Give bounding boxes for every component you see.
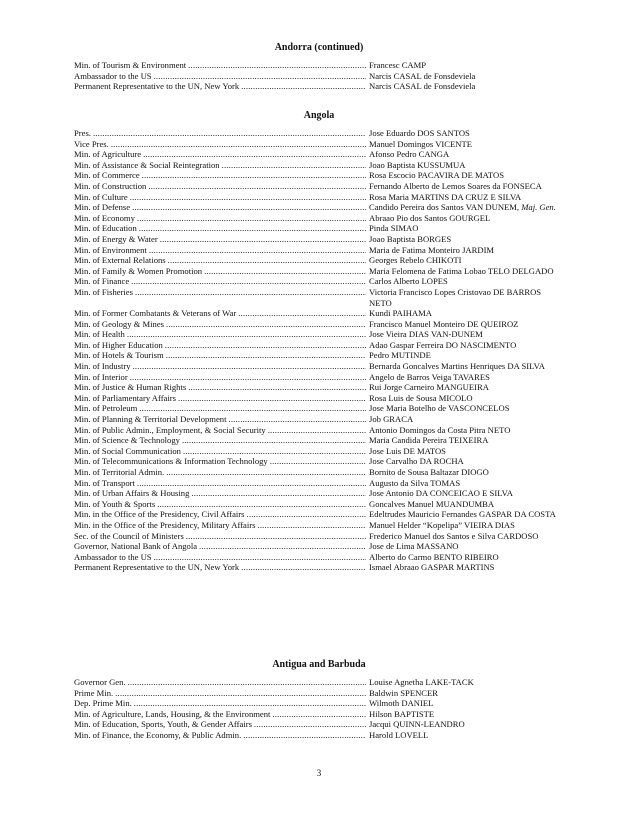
officeholder-name: Fernando Alberto de Lemos Soares da FONSECA <box>369 180 542 191</box>
office-title: Min. in the Office of the Presidency, Civil Affairs <box>74 509 245 520</box>
office-title: Prime Min. <box>74 687 114 698</box>
office-title: Min. of Economy <box>74 212 135 223</box>
office-title: Min. of Agriculture <box>74 149 142 160</box>
officeholder-name: Maria Candida Pereira TEIXEIRA <box>369 435 489 446</box>
officeholder-name: Ismael Abraao GASPAR MARTINS <box>369 562 495 573</box>
office-title: Min. of Geology & Mines <box>74 318 164 329</box>
office-title: Min. of Petroleum <box>74 403 138 414</box>
officeholder-name: Jose de Lima MASSANO <box>369 541 459 552</box>
directory-row <box>74 414 564 425</box>
office-title: Min. of Assistance & Social Reintegration <box>74 159 220 170</box>
officeholder-name: Louise Agnetha LAKE-TACK <box>369 677 474 687</box>
directory-row <box>74 287 564 308</box>
office-title: Min. of Health <box>74 329 125 340</box>
office-title: Ambassador to the US <box>74 551 152 562</box>
dot-leader <box>111 139 366 150</box>
directory-row <box>74 192 564 203</box>
office-title: Min. of Telecommunications & Information Technology <box>74 456 268 467</box>
directory-row <box>74 276 564 287</box>
dot-leader <box>157 499 366 510</box>
office-title: Min. of Environment <box>74 244 147 255</box>
officeholder-name: Manuel Domingos VICENTE <box>369 138 472 149</box>
dot-leader <box>154 552 366 563</box>
dot-leader <box>142 170 366 181</box>
dot-leader <box>135 287 366 308</box>
officeholder-name: Angelo de Barros Veiga TAVARES <box>369 371 490 382</box>
dot-leader <box>199 541 366 552</box>
officeholder-name: Frederico Manuel dos Santos e Silva CARDOSO <box>369 530 539 541</box>
directory-row <box>74 308 564 319</box>
directory-row <box>74 329 564 340</box>
dot-leader <box>115 688 366 699</box>
office-title: Min. of Education <box>74 223 137 234</box>
directory-row <box>74 478 564 489</box>
officeholder-name: Bernarda Goncalves Martins Henriques DA SILVA <box>369 361 545 372</box>
dot-leader <box>143 149 366 160</box>
office-title: Governor Gen. <box>74 677 126 687</box>
dot-leader <box>154 71 366 82</box>
officeholder-name: Narcis CASAL de Fonsdeviela <box>369 70 476 81</box>
office-title: Min. of Agriculture, Lands, Housing, & the Environment <box>74 708 271 719</box>
office-title: Min. of Industry <box>74 361 131 372</box>
officeholder-name: Augusto da Silva TOMAS <box>369 477 461 488</box>
dot-leader <box>188 60 366 71</box>
dot-leader <box>93 128 366 139</box>
directory-row <box>74 393 564 404</box>
antigua-rows <box>74 677 564 741</box>
officeholder-name: Rui Jorge Carneiro MANGUEIRA <box>369 382 489 393</box>
office-title: Min. of Transport <box>74 477 135 488</box>
office-title: Min. of Justice & Human Rights <box>74 382 187 393</box>
office-title: Min. of Construction <box>74 180 147 191</box>
dot-leader <box>228 414 366 425</box>
officeholder-name: Jose Antonio DA CONCEICAO E SILVA <box>369 488 513 499</box>
dot-leader <box>241 562 366 573</box>
directory-row <box>74 709 564 720</box>
office-title: Min. of Family & Women Promotion <box>74 265 203 276</box>
officeholder-name: Wilmoth DANIEL <box>369 698 434 709</box>
office-title: Min. in the Office of the Presidency, Military Affairs <box>74 519 256 530</box>
dot-leader <box>204 266 366 277</box>
directory-row <box>74 382 564 393</box>
directory-row <box>74 456 564 467</box>
dot-leader <box>139 403 366 414</box>
officeholder-name: Pinda SIMAO <box>369 223 419 234</box>
officeholder-name: Antonio Domingos da Costa Pitra NETO <box>369 424 511 435</box>
office-title: Min. of Parliamentary Affairs <box>74 392 176 403</box>
office-title: Governor, National Bank of Angola <box>74 541 198 552</box>
directory-row <box>74 128 564 139</box>
dot-leader <box>130 372 366 383</box>
dot-leader <box>160 234 366 245</box>
office-title: Dep. Prime Min. <box>74 698 132 709</box>
officeholder-name: Adao Gaspar Ferreira DO NASCIMENTO <box>369 339 517 350</box>
officeholder-name: Candido Pereira dos Santos VAN DUNEM, Maj. Gen. <box>369 202 556 213</box>
officeholder-name: Harold LOVELL <box>369 729 429 740</box>
directory-row <box>74 213 564 224</box>
dot-leader <box>243 730 366 741</box>
directory-row <box>74 520 564 531</box>
office-title: Min. of Interior <box>74 371 128 382</box>
directory-row <box>74 81 564 92</box>
section-title-antigua: Antigua and Barbuda <box>272 659 366 670</box>
officeholder-name: Rosa Maria MARTINS DA CRUZ E SILVA <box>369 191 522 202</box>
officeholder-name: Baldwin SPENCER <box>369 687 438 698</box>
officeholder-name: Jose Eduardo DOS SANTOS <box>369 128 470 138</box>
officeholder-name: Victoria Francisco Lopes Cristovao DE BARROS NETO <box>369 286 542 308</box>
directory-row <box>74 350 564 361</box>
directory-row <box>74 552 564 563</box>
section-title-andorra: Andorra (continued) <box>274 42 364 53</box>
directory-row <box>74 499 564 510</box>
dot-leader <box>137 213 366 224</box>
officeholder-name: Jose Vieira DIAS VAN-DUNEM <box>369 329 483 340</box>
officeholder-name: Abraao Pio dos Santos GOURGEL <box>369 212 491 223</box>
directory-row <box>74 71 564 82</box>
office-title: Min. of Education, Sports, Youth, & Gender Affairs <box>74 719 252 730</box>
dot-leader <box>257 520 366 531</box>
dot-leader <box>148 181 366 192</box>
directory-row <box>74 234 564 245</box>
dot-leader <box>238 308 366 319</box>
directory-row <box>74 255 564 266</box>
officeholder-name: Pedro MUTINDE <box>369 350 431 361</box>
dot-leader <box>268 425 366 436</box>
directory-row <box>74 541 564 552</box>
officeholder-name: Afonso Pedro CANGA <box>369 149 450 160</box>
dot-leader <box>178 393 366 404</box>
officeholder-name: Jose Carvalho DA ROCHA <box>369 456 464 467</box>
office-title: Min. of External Relations <box>74 255 166 266</box>
office-title: Vice Pres. <box>74 138 109 149</box>
directory-row <box>74 677 564 688</box>
office-title: Min. of Urban Affairs & Housing <box>74 488 190 499</box>
dot-leader <box>183 446 366 457</box>
officeholder-name: Manuel Helder “Kopelipa” VIEIRA DIAS <box>369 519 515 530</box>
dot-leader <box>134 698 366 709</box>
directory-row <box>74 403 564 414</box>
dot-leader <box>270 456 366 467</box>
section-antigua <box>74 658 564 741</box>
officeholder-name: Joao Baptista BORGES <box>369 233 452 244</box>
officeholder-name: Maria Felomena de Fatima Lobao TELO DELGADO <box>369 265 554 276</box>
office-title: Min. of Fisheries <box>74 286 133 297</box>
directory-row <box>74 340 564 351</box>
dot-leader <box>165 340 366 351</box>
officeholder-name: Job GRACA <box>369 414 414 425</box>
office-title: Min. of Territorial Admin. <box>74 467 165 477</box>
officeholder-name: Alberto do Carmo BENTO RIBEIRO <box>369 551 499 562</box>
office-title: Min. of Culture <box>74 191 128 202</box>
dot-leader <box>149 245 366 256</box>
directory-row <box>74 446 564 457</box>
section-andorra <box>74 41 564 92</box>
directory-row <box>74 467 564 478</box>
directory-row <box>74 488 564 499</box>
officeholder-name: Rosa Escocio PACAVIRA DE MATOS <box>369 170 504 181</box>
office-title: Min. of Science & Technology <box>74 435 180 446</box>
office-title: Min. of Higher Education <box>74 339 163 350</box>
officeholder-name: Edeltrudes Mauricio Fernandes GASPAR DA COSTA <box>369 509 556 520</box>
dot-leader <box>166 319 366 330</box>
directory-row <box>74 202 564 213</box>
officeholder-name: Goncalves Manuel MUANDUMBA <box>369 498 495 509</box>
office-title: Permanent Representative to the UN, New York <box>74 81 240 92</box>
directory-row <box>74 170 564 181</box>
dot-leader <box>241 81 366 92</box>
directory-row <box>74 266 564 277</box>
officeholder-name: Kundi PAIHAMA <box>369 308 432 319</box>
dot-leader <box>254 719 366 730</box>
officeholder-name: Rosa Luis de Sousa MICOLO <box>369 392 473 403</box>
officeholder-name: Francisco Manuel Monteiro DE QUEIROZ <box>369 318 519 329</box>
office-title: Min. of Finance <box>74 276 130 287</box>
directory-row <box>74 698 564 709</box>
directory-row <box>74 181 564 192</box>
officeholder-name: Georges Rebelo CHIKOTI <box>369 255 462 266</box>
office-title: Min. of Youth & Sports <box>74 498 156 509</box>
office-title: Min. of Former Combatants & Veterans of War <box>74 308 237 319</box>
dot-leader <box>128 677 366 688</box>
office-title: Min. of Commerce <box>74 170 140 181</box>
directory-row <box>74 361 564 372</box>
directory-row <box>74 562 564 573</box>
dot-leader <box>168 255 366 266</box>
directory-row <box>74 425 564 436</box>
office-title: Min. of Defense <box>74 202 131 213</box>
section-angola <box>74 109 564 573</box>
office-title: Min. of Hotels & Tourism <box>74 350 164 361</box>
office-title: Sec. of the Council of Ministers <box>74 530 184 541</box>
office-title: Min. of Public Admin., Employment, & Social Security <box>74 424 266 435</box>
dot-leader <box>191 488 366 499</box>
dot-leader <box>272 709 366 720</box>
directory-row <box>74 149 564 160</box>
office-title: Min. of Energy & Water <box>74 233 158 244</box>
officeholder-name: Narcis CASAL de Fonsdeviela <box>369 81 476 92</box>
officeholder-name: Jose Luis DE MATOS <box>369 445 446 456</box>
section-title-angola: Angola <box>303 110 335 121</box>
dot-leader <box>186 531 366 542</box>
officeholder-name: Francesc CAMP <box>369 60 427 70</box>
dot-leader <box>182 435 366 446</box>
dot-leader <box>166 350 366 361</box>
dot-leader <box>222 160 366 171</box>
office-title: Ambassador to the US <box>74 70 152 81</box>
page-number: 3 <box>316 768 322 778</box>
directory-row <box>74 319 564 330</box>
dot-leader <box>137 478 366 489</box>
officeholder-name: Hilson BAPTISTE <box>369 708 435 719</box>
directory-row <box>74 245 564 256</box>
directory-row <box>74 160 564 171</box>
directory-row <box>74 719 564 730</box>
office-title: Min. of Planning & Territorial Development <box>74 414 227 425</box>
andorra-rows <box>74 60 564 92</box>
dot-leader <box>166 467 366 478</box>
directory-row <box>74 435 564 446</box>
dot-leader <box>133 361 366 372</box>
dot-leader <box>130 192 366 203</box>
office-title: Min. of Social Communication <box>74 445 181 456</box>
officeholder-name: Maria de Fatima Monteiro JARDIM <box>369 244 495 255</box>
dot-leader <box>247 509 367 520</box>
officeholder-name: Carlos Alberto LOPES <box>369 276 448 287</box>
directory-row <box>74 688 564 699</box>
dot-leader <box>131 276 366 287</box>
directory-row <box>74 531 564 542</box>
dot-leader <box>132 202 366 213</box>
officeholder-name: Bornito de Sousa Baltazar DIOGO <box>369 467 489 477</box>
office-title: Min. of Tourism & Environment <box>74 60 187 70</box>
officeholder-name: Joao Baptista KUSSUMUA <box>369 159 466 170</box>
directory-row <box>74 223 564 234</box>
office-title: Permanent Representative to the UN, New York <box>74 562 240 573</box>
officeholder-name: Jacqui QUINN-LEANDRO <box>369 719 465 730</box>
dot-leader <box>127 329 366 340</box>
directory-row <box>74 730 564 741</box>
office-title: Pres. <box>74 128 91 138</box>
directory-row <box>74 60 564 71</box>
directory-row <box>74 509 564 520</box>
directory-row <box>74 139 564 150</box>
dot-leader <box>188 382 366 393</box>
directory-row <box>74 372 564 383</box>
office-title: Min. of Finance, the Economy, & Public Admin. <box>74 729 242 740</box>
angola-rows <box>74 128 564 573</box>
officeholder-name: Jose Maria Botelho de VASCONCELOS <box>369 403 510 414</box>
officeholder-rank: Maj. Gen. <box>521 202 556 213</box>
dot-leader <box>139 223 366 234</box>
